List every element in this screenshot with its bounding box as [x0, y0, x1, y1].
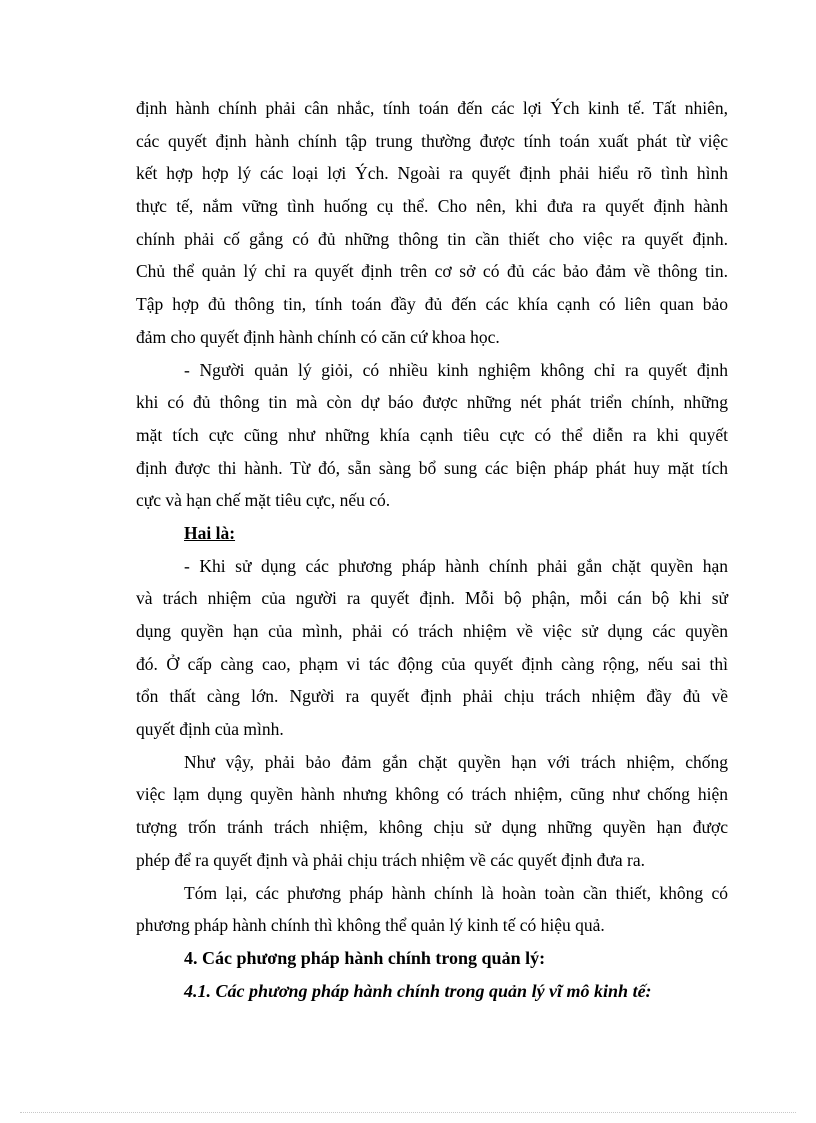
- body-line: đảm cho quyết định hành chính có căn cứ khoa học.: [136, 326, 500, 347]
- body-line: mặt tích cực cũng như những khía cạnh tiêu cực có thể diễn ra khi quyết: [136, 424, 728, 445]
- bullet-paragraph-start: - Người quản lý giỏi, có nhiều kinh nghiệm không chỉ ra quyết định: [184, 359, 728, 380]
- body-line: định được thi hành. Từ đó, sẵn sàng bổ sung các biện pháp phát huy mặt tích: [136, 457, 728, 478]
- subsection-heading: 4.1. Các phương pháp hành chính trong quản lý vĩ mô kinh tế:: [184, 980, 652, 1001]
- bullet-paragraph-start: - Khi sử dụng các phương pháp hành chính phải gắn chặt quyền hạn: [184, 555, 728, 576]
- body-line: việc lạm dụng quyền hành nhưng không có trách nhiệm, cũng như chống hiện: [136, 784, 728, 805]
- section-heading: 4. Các phương pháp hành chính trong quản lý:: [184, 947, 546, 968]
- point-heading-text: Hai là:: [184, 522, 236, 543]
- body-line: chính phải cố gắng có đủ những thông tin cần thiết cho việc ra quyết định.: [136, 228, 728, 249]
- body-line: định hành chính phải cân nhắc, tính toán đến các lợi Ých kinh tế. Tất nhiên,: [136, 98, 728, 118]
- body-line: quyết định của mình.: [136, 719, 284, 740]
- point-heading: [136, 517, 728, 550]
- page-bottom-rule: [20, 1112, 796, 1113]
- body-line: Chủ thể quản lý chỉ ra quyết định trên cơ sở có đủ các bảo đảm về thông tin.: [136, 261, 728, 282]
- body-line: tượng trốn tránh trách nhiệm, không chịu sử dụng những quyền hạn được: [136, 817, 728, 838]
- body-line: thực tế, nắm vững tình huống cụ thể. Cho nên, khi đưa ra quyết định hành: [136, 196, 728, 217]
- body-line: Tập hợp đủ thông tin, tính toán đầy đủ đến các khía cạnh có liên quan bảo: [136, 294, 728, 315]
- body-line: kết hợp hợp lý các loại lợi Ých. Ngoài ra quyết định phải hiểu rõ tình hình: [136, 163, 728, 184]
- body-line: tổn thất càng lớn. Người ra quyết định phải chịu trách nhiệm đầy đủ về: [136, 686, 728, 707]
- body-line: đó. Ở cấp càng cao, phạm vi tác động của quyết định càng rộng, nếu sai thì: [136, 653, 728, 674]
- paragraph-start: Như vậy, phải bảo đảm gắn chặt quyền hạn với trách nhiệm, chống: [184, 751, 728, 772]
- body-line: các quyết định hành chính tập trung thường được tính toán xuất phát từ việc: [136, 130, 728, 151]
- document-body: [136, 92, 728, 1007]
- body-line: và trách nhiệm của người ra quyết định. Mỗi bộ phận, mỗi cán bộ khi sử: [136, 588, 728, 609]
- body-line: phương pháp hành chính thì không thể quản lý kinh tế có hiệu quả.: [136, 915, 605, 936]
- body-line: phép để ra quyết định và phải chịu trách nhiệm về các quyết định đưa ra.: [136, 849, 646, 870]
- paragraph-start: Tóm lại, các phương pháp hành chính là hoàn toàn cần thiết, không có: [184, 882, 728, 903]
- body-line: khi có đủ thông tin mà còn dự báo được những nét phát triển chính, những: [136, 392, 728, 413]
- body-line: cực và hạn chế mặt tiêu cực, nếu có.: [136, 490, 391, 511]
- body-line: dụng quyền hạn của mình, phải có trách nhiệm về việc sử dụng các quyền: [136, 621, 728, 641]
